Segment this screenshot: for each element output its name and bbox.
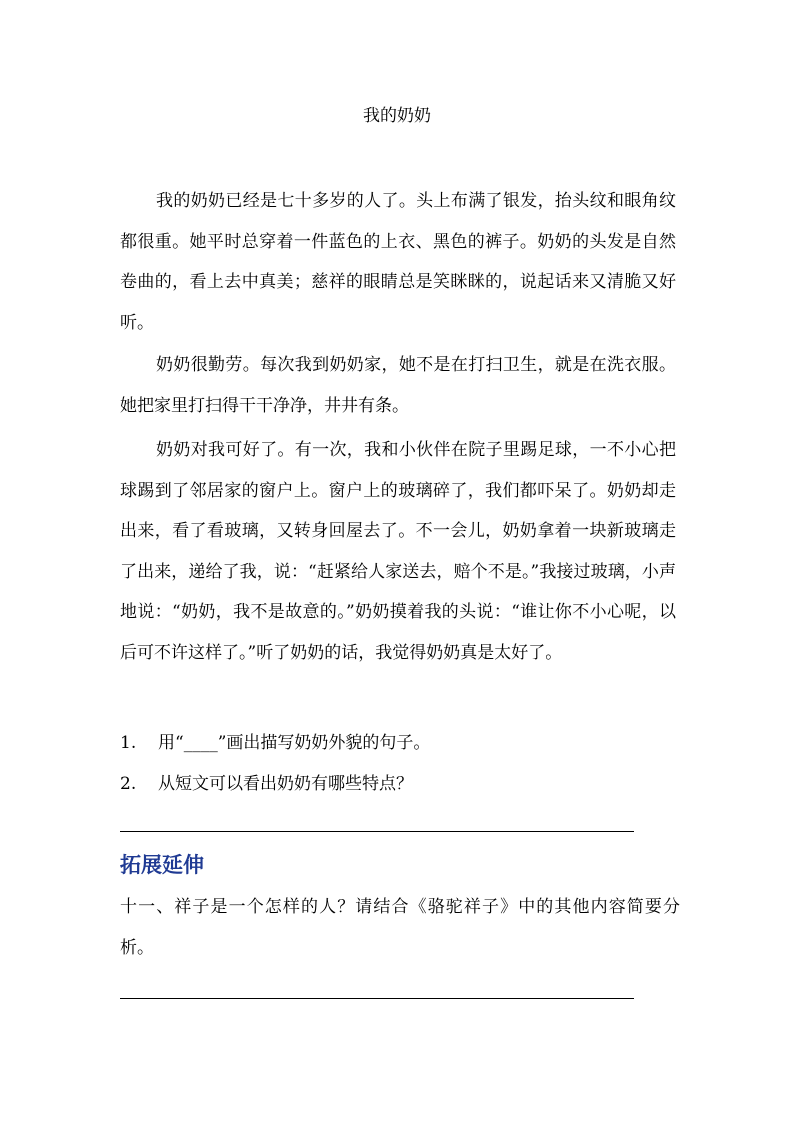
- question-2-text: 从短文可以看出奶奶有哪些特点？: [158, 774, 413, 794]
- passage-title: 我的奶奶: [363, 106, 431, 126]
- question-1-text: 用“____”画出描写奶奶外貌的句子。: [158, 733, 431, 753]
- passage-paragraph-3: 奶奶对我可好了。有一次，我和小伙伴在院子里踢足球，一不小心把球踢到了邻居家的窗户上。窗户上的玻璃碎了，我们都吓呆了。奶奶却走出来，看了看玻璃，又转身回屋去了。不一会儿，奶奶拿着一块新玻璃走了出来，递给了我，说：“赶紧给人家送去，赔个不是。”我接过玻璃，小声地说：“奶奶，我不是故意的。”奶奶摸着我的头说：“谁让你不小心呢，以后可不许这样了。”听了奶奶的话，我觉得奶奶真是太好了。: [120, 440, 676, 663]
- answer-line-2[interactable]: [120, 998, 634, 999]
- question-1: [120, 723, 676, 763]
- question-1-number: 1.: [120, 733, 137, 753]
- question-2: [120, 764, 676, 804]
- question-2-number: 2.: [120, 774, 137, 794]
- answer-line-1[interactable]: [120, 831, 634, 832]
- extension-heading: 拓展延伸: [120, 852, 204, 877]
- passage-paragraph-1: 我的奶奶已经是七十多岁的人了。头上布满了银发，抬头纹和眼角纹都很重。她平时总穿着一件蓝色的上衣、黑色的裤子。奶奶的头发是自然卷曲的，看上去中真美；慈祥的眼睛总是笑眯眯的，说起话来又清脆又好听。: [120, 191, 676, 333]
- extension-task: 十一、祥子是一个怎样的人？请结合《骆驼祥子》中的其他内容简要分析。: [120, 897, 680, 958]
- passage-paragraph-2: 奶奶很勤劳。每次我到奶奶家，她不是在打扫卫生，就是在洗衣服。她把家里打扫得干干净净，井井有条。: [120, 355, 676, 416]
